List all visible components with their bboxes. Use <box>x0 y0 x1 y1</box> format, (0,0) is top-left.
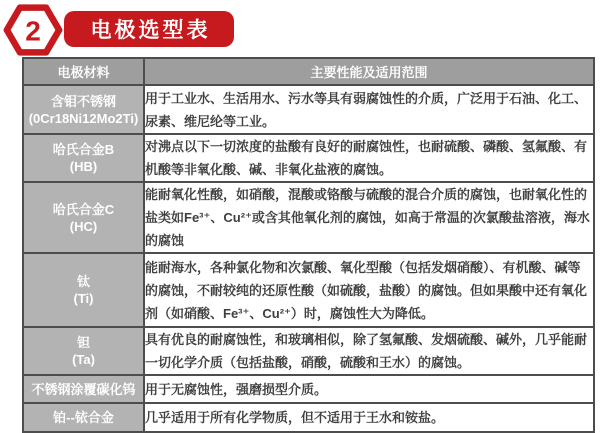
material-grade: (HB) <box>69 159 98 174</box>
description-cell: 能耐海水，各种氯化物和次氯酸、氧化型酸（包括发烟硝酸）、有机酸、碱等的腐蚀，不耐较纯的还原性酸（如硫酸，盐酸）的腐蚀。但如果酸中还有氧化剂（如硝酸、Fe³⁺、Cu²⁺）时，腐蚀性大为降低。 <box>144 253 594 327</box>
description-cell: 具有优良的耐腐蚀性，和玻璃相似，除了氢氟酸、发烟硫酸、碱外，几乎能耐一切化学介质（包括盐酸，硝酸，硫酸和王水）的腐蚀。 <box>144 327 594 375</box>
material-name: 哈氏合金C <box>52 201 115 217</box>
description-cell: 几乎适用于所有化学物质，但不适用于王水和铵盐。 <box>144 403 594 432</box>
description-cell: 用于工业水、生活用水、污水等具有弱腐蚀性的介质，广泛用于石油、化工、尿素、维尼纶等工业。 <box>144 85 594 134</box>
table-row <box>23 85 594 134</box>
material-cell <box>23 403 144 432</box>
table-row <box>23 134 594 182</box>
table-row <box>23 327 594 375</box>
material-cell <box>23 327 144 375</box>
table-row <box>23 182 594 253</box>
material-grade: (0Cr18Ni12Mo2Ti) <box>28 110 139 126</box>
section-header <box>0 0 600 58</box>
column-header-performance: 主要性能及适用范围 <box>144 58 594 85</box>
table-row <box>23 403 594 432</box>
description-cell: 能耐氧化性酸，如硝酸，混酸或铬酸与硫酸的混合介质的腐蚀，也耐氧化性的盐类如Fe³⁺、Cu²⁺或含其他氧化剂的腐蚀，如高于常温的次氯酸盐溶液，海水的腐蚀 <box>144 182 594 253</box>
table-row <box>23 375 594 403</box>
material-name: 哈氏合金B <box>52 142 115 157</box>
material-cell <box>23 253 144 327</box>
material-name: 不锈钢涂覆碳化钨 <box>31 381 136 397</box>
table-header-row <box>23 58 594 85</box>
material-name: 钛 <box>76 274 90 289</box>
column-header-material: 电极材料 <box>23 58 144 85</box>
material-grade: (HC) <box>69 218 98 234</box>
electrode-selection-table <box>22 57 595 433</box>
material-grade: (Ti) <box>73 291 94 306</box>
material-grade: (Ta) <box>72 352 95 367</box>
material-cell <box>23 134 144 182</box>
material-cell <box>23 182 144 253</box>
step-number-badge-hexagon-icon <box>3 2 63 58</box>
material-name: 含钼不锈钢 <box>50 93 116 109</box>
description-cell: 用于无腐蚀性，强磨损型介质。 <box>144 375 594 403</box>
material-name: 钽 <box>76 335 90 350</box>
description-cell: 对沸点以下一切浓度的盐酸有良好的耐腐蚀性，也耐硫酸、磷酸、氢氟酸、有机酸等非氧化酸、碱、非氧化盐液的腐蚀。 <box>144 134 594 182</box>
material-cell <box>23 375 144 403</box>
step-number: 2 <box>25 15 41 47</box>
material-name: 铂--铱合金 <box>53 410 114 425</box>
material-cell <box>23 85 144 134</box>
section-title: 电极选型表 <box>90 19 211 42</box>
section-title-banner <box>64 11 234 47</box>
table-row <box>23 253 594 327</box>
